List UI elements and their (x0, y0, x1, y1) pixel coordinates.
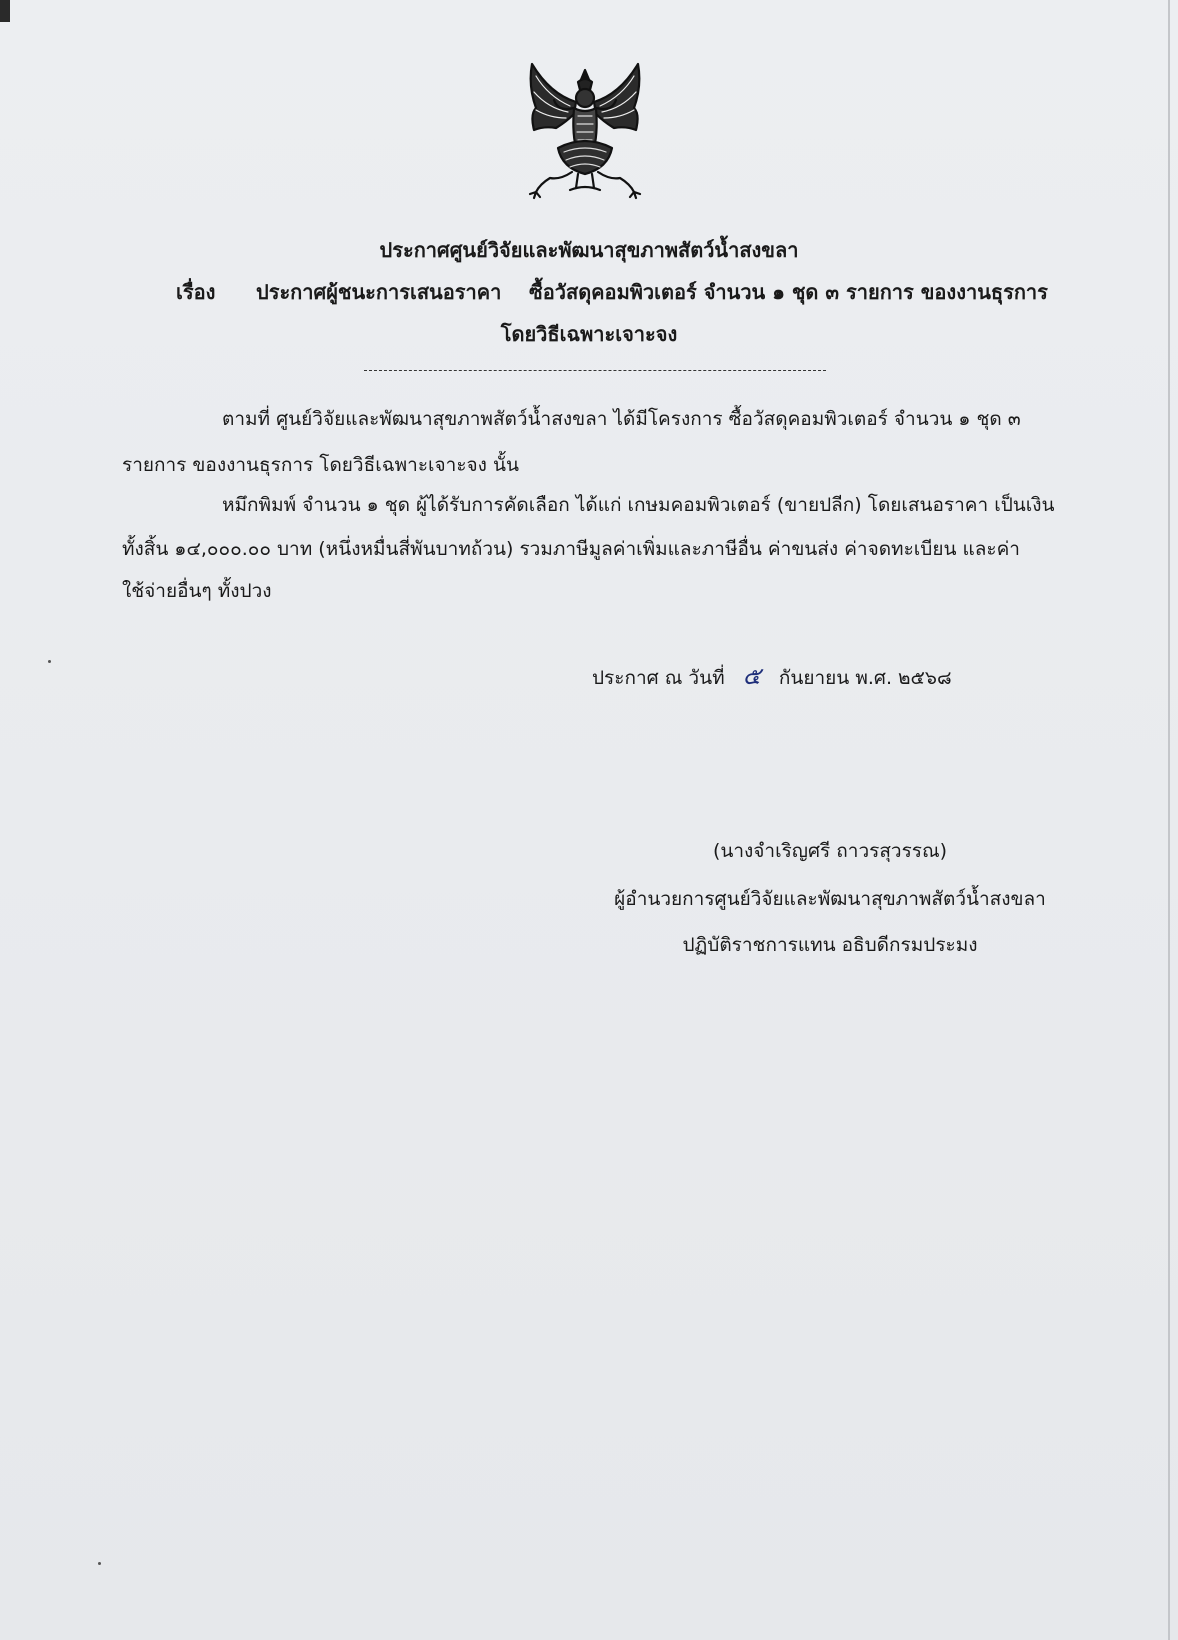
date-suffix: กันยายน พ.ศ. ๒๕๖๘ (778, 667, 952, 689)
signatory-position: ผู้อำนวยการศูนย์วิจัยและพัฒนาสุขภาพสัตว์น้ำสงขลา (614, 888, 1046, 910)
subject-text-line1: ประกาศผู้ชนะการเสนอราคา ซื้อวัสดุคอมพิวเตอร์ จำนวน ๑ ชุด ๓ รายการ ของงานธุรการ (256, 280, 1048, 304)
scan-speck (48, 660, 51, 663)
paragraph-2-line-2: ทั้งสิ้น ๑๔,๐๐๐.๐๐ บาท (หนึ่งหมื่นสี่พันบาทถ้วน) รวมภาษีมูลค่าเพิ่มและภาษีอื่น ค่าขนส่ง ค่าจดทะเบียน และค่า (122, 538, 1020, 560)
subject-text-line2: โดยวิธีเฉพาะเจาะจง (500, 322, 678, 346)
garuda-emblem-icon (510, 56, 660, 206)
announcement-title: ประกาศศูนย์วิจัยและพัฒนาสุขภาพสัตว์น้ำสงขลา (379, 238, 799, 262)
paragraph-1-line-1: ตามที่ ศูนย์วิจัยและพัฒนาสุขภาพสัตว์น้ำสงขลา ได้มีโครงการ ซื้อวัสดุคอมพิวเตอร์ จำนวน ๑ ชุด ๓ (222, 408, 1021, 430)
signatory-acting-for: ปฏิบัติราชการแทน อธิบดีกรมประมง (682, 934, 978, 956)
paragraph-1-line-2: รายการ ของงานธุรการ โดยวิธีเฉพาะเจาะจง นั้น (122, 454, 519, 476)
date-day-handwritten: ๕ (742, 662, 761, 690)
announcement-date (592, 656, 952, 695)
signatory-name: (นางจำเริญศรี ถาวรสุวรรณ) (712, 840, 948, 862)
paragraph-2-line-3: ใช้จ่ายอื่นๆ ทั้งปวง (122, 580, 272, 602)
scan-edge-mark (0, 0, 10, 22)
divider (364, 370, 826, 371)
scan-speck (98, 1562, 101, 1565)
subject-label: เรื่อง (176, 280, 216, 304)
paragraph-2-line-1: หมึกพิมพ์ จำนวน ๑ ชุด ผู้ได้รับการคัดเลือก ได้แก่ เกษมคอมพิวเตอร์ (ขายปลีก) โดยเสนอราคา เป็นเงิน (222, 494, 1055, 516)
date-prefix: ประกาศ ณ วันที่ (592, 667, 725, 689)
